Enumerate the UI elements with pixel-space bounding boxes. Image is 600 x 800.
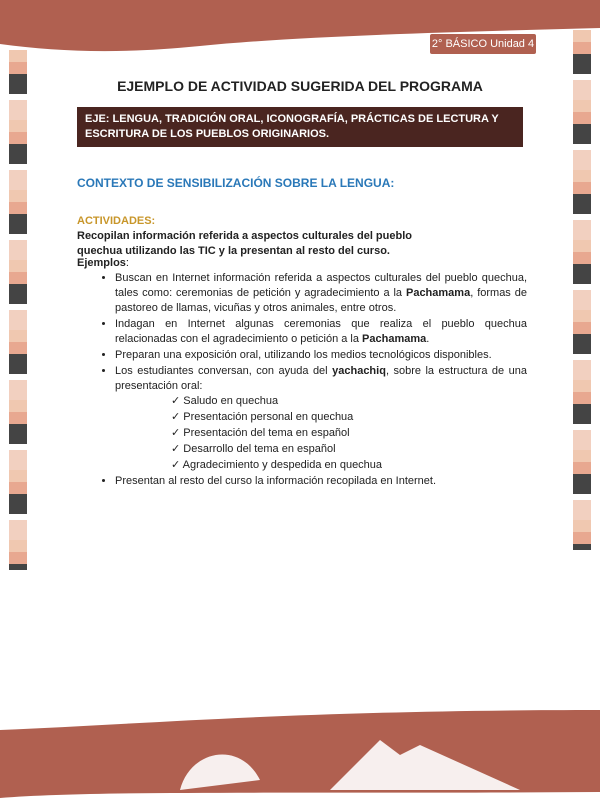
list-item: • Buscan en Internet información referida a aspectos culturales del pueblo quechua, tales como: ceremonias de petición y agradecimiento a la Pachamama, formas de pastoreo de llamas, vicuñas y otros animales, entre otros. xyxy=(115,271,527,316)
list-item: • Preparan una exposición oral, utilizando los medios tecnológicos disponibles. xyxy=(115,348,527,363)
grade-unit-badge: 2° BÁSICO Unidad 4 xyxy=(430,34,536,54)
eje-box: EJE: LENGUA, TRADICIÓN ORAL, ICONOGRAFÍA, PRÁCTICAS DE LECTURA Y ESCRITURA DE LOS PUEBLOS ORIGINARIOS. xyxy=(77,107,523,147)
list-item: • Indagan en Internet algunas ceremonias que realiza el pueblo quechua relacionadas con el agradecimiento o petición a la Pachamama. xyxy=(115,317,527,347)
activities xyxy=(77,214,527,259)
page-title: EJEMPLO DE ACTIVIDAD SUGERIDA DEL PROGRAMA xyxy=(117,78,483,94)
right-pattern-border xyxy=(573,30,591,550)
left-pattern-border xyxy=(9,50,27,570)
checklist-item: ✓ Agradecimiento y despedida en quechua xyxy=(185,458,527,473)
list-item: • Presentan al resto del curso la información recopilada en Internet. xyxy=(115,474,527,489)
checklist-item: ✓ Presentación personal en quechua xyxy=(185,410,527,425)
examples-label: Ejemplos xyxy=(77,257,126,269)
examples-section: Ejemplos: • Buscan en Internet información referida a aspectos culturales del pueblo quechua, tales como: ceremonias de petición y agradecimiento a la Pachamama, formas de pastoreo de llamas, vicuñas y otros animales, entre otros. • Indagan en Internet algunas ceremonias que realiza el pueblo quechua relacionadas con el agradecimiento o petición a la Pachamama. • Preparan una exposición oral, utilizando los medios tecnológicos disponibles. • Los estudiantes conversan, con ayuda del yachachiq, sobre la estructura de una presentación oral: ✓ Saludo en quechua ✓ Presentación personal en quechua ✓ Presentación del tema en español ✓ Desarrollo del tema en español ✓ Agradecimiento y despedida en quechua • Presentan al resto del curso la información recopilada en Internet. xyxy=(77,256,527,490)
list-item: • Los estudiantes conversan, con ayuda del yachachiq, sobre la estructura de una presentación oral: ✓ Saludo en quechua ✓ Presentación personal en quechua ✓ Presentación del tema en español ✓ Desarrollo del tema en español ✓ Agradecimiento y despedida en quechua xyxy=(115,364,527,473)
activities-label: ACTIVIDADES: xyxy=(77,215,156,227)
checklist-item: ✓ Desarrollo del tema en español xyxy=(185,442,527,457)
activities-text: Recopilan información referida a aspectos culturales del pueblo quechua utilizando las TIC y la presentan al resto del curso. xyxy=(77,230,412,257)
footer-landscape-illustration xyxy=(0,710,600,800)
context-heading: CONTEXTO DE SENSIBILIZACIÓN SOBRE LA LENGUA: xyxy=(77,176,395,190)
checklist-item: ✓ Presentación del tema en español xyxy=(185,426,527,441)
checklist-item: ✓ Saludo en quechua xyxy=(185,394,527,409)
